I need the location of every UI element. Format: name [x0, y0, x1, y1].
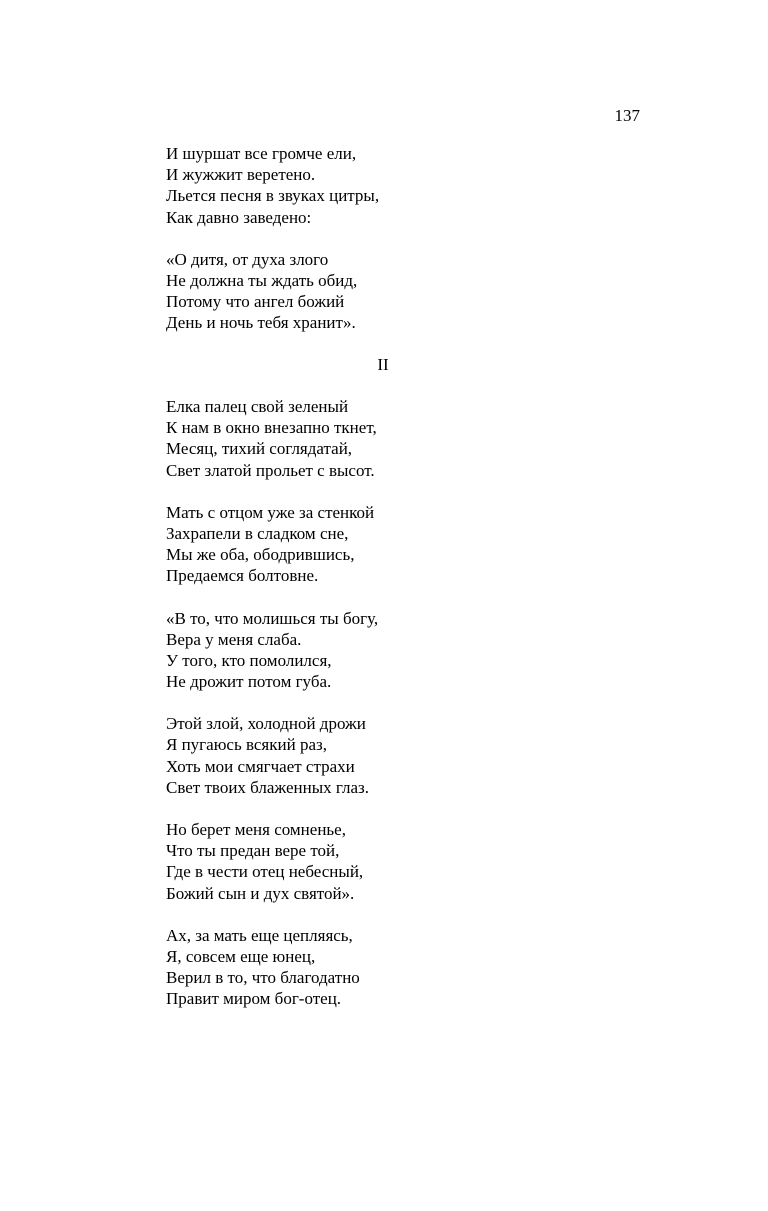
stanza [166, 925, 636, 1010]
stanza [166, 502, 636, 587]
poem-line: Свет златой прольет с высот. [166, 460, 375, 480]
poem-line: Божий сын и дух святой». [166, 883, 355, 903]
poem-line: Потому что ангел божий [166, 292, 345, 312]
poem-line: День и ночь тебя хранит». [166, 313, 356, 333]
stanza [166, 396, 636, 481]
poem-line: У того, кто помолился, [166, 650, 332, 670]
poem-line: Месяц, тихий соглядатай, [166, 439, 353, 459]
poem-line: Я пугаюсь всякий раз, [166, 735, 327, 755]
stanza [166, 713, 636, 798]
page-number: 137 [614, 106, 640, 125]
poem-line: Вера у меня слаба. [166, 629, 302, 649]
poem-line: Где в чести отец небесный, [166, 862, 364, 882]
stanza [166, 249, 636, 334]
poem-line: Что ты предан вере той, [166, 841, 340, 861]
poem-line: Захрапели в сладком сне, [166, 523, 349, 543]
poem-line: «О дитя, от духа злого [166, 249, 329, 269]
poem-line: Хоть мои смягчает страхи [166, 756, 355, 776]
poem-line: И жужжит веретено. [166, 165, 316, 185]
poem-line: Правит миром бог-отец. [166, 989, 342, 1009]
poem-line: «В то, что молишься ты богу, [166, 608, 379, 628]
poem-line: Мать с отцом уже за стенкой [166, 502, 375, 522]
poem-line: Предаемся болтовне. [166, 566, 319, 586]
poem-line: Свет твоих блаженных глаз. [166, 777, 369, 797]
stanza [166, 143, 636, 228]
poem-line: Верил в то, что благодатно [166, 968, 360, 988]
poem-line: Как давно заведено: [166, 207, 312, 227]
poem-line: Ах, за мать еще цепляясь, [166, 925, 353, 945]
poem-line: Но берет меня сомненье, [166, 820, 346, 839]
stanza [166, 819, 636, 904]
poem-line: Мы же оба, ободрившись, [166, 545, 355, 565]
poem-part-1 [166, 143, 636, 355]
section-heading: II [377, 355, 389, 374]
poem-line: К нам в окно внезапно ткнет, [166, 418, 377, 438]
poem-line: Я, совсем еще юнец, [166, 946, 316, 966]
poem-line: Не должна ты ждать обид, [166, 270, 358, 290]
poem-line: Елка палец свой зеленый [166, 397, 349, 416]
poem-line: И шуршат все громче ели, [166, 144, 357, 163]
poem-line: Этой злой, холодной дрожи [166, 714, 366, 734]
poem-line: Льется песня в звуках цитры, [166, 186, 380, 206]
poem-line: Не дрожит потом губа. [166, 672, 332, 692]
poem-part-2 [166, 396, 636, 1031]
stanza [166, 608, 636, 693]
